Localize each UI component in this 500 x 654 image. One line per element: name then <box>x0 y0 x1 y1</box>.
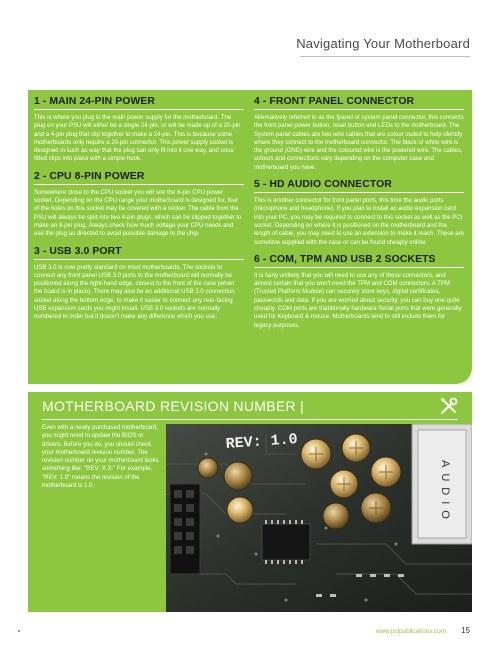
section-text: Alternatively referred to as the fpanel or system panel connector, this connects the front panel power button, reset button and LEDs to the motherboard. The System panel cables are two wire cables that are colour coded to help identify where they connect to the motherboard connector. The black or white wire is the ground (GND) wire and the coloured wire is the powered wire. The cables, colours and connections vary depending on the computer case and motherboard you have. <box>254 115 464 171</box>
photo-audio-label: AUDIO <box>439 460 451 525</box>
section-cpu-8-pin-power <box>34 171 244 239</box>
footer-marker <box>18 630 20 632</box>
footer-url[interactable]: www.pclpublications.com <box>376 628 446 635</box>
panel-title: MOTHERBOARD REVISION NUMBER | <box>42 398 305 414</box>
section-heading: 2 - CPU 8-PIN POWER <box>34 171 244 185</box>
section-text: Somewhere close to the CPU socket you will see the 8-pin CPU power socket. Depending on the CPU range your motherboard is designed for, four of the holes on this socket may be covered with a sticker. The cable from the PSU will always be split into two 4-pin plugs, which can be clipped together to make an 8-pin plug. Always check how much voltage your CPU needs and use the plug as directed to avoid possible damage to the chip. <box>34 189 242 238</box>
page-header-title: Navigating Your Motherboard <box>296 36 470 51</box>
section-heading: 1 - MAIN 24-PIN POWER <box>34 96 244 110</box>
panel-text: Even with a newly purchased motherboard, you might need to update the BIOS or drivers. Before you do, you should check your motherboard revision number. The revision number on your motherboard looks something like: "REV: X.X." For example, "REV: 1.0" means the revision of the motherboard is 1.0. <box>42 425 159 490</box>
page-number: 15 <box>461 626 470 635</box>
section-com-tpm-usb2 <box>254 254 464 330</box>
section-text: This is another connector for front panel ports, this time the audio ports (microphone and headphone). If you plan to install an audio expansion card into your PC, you may be required to connect to this socket as well as the PCI socket. Depending on where it is positioned on the motherboard and the length of cable, you may need to use an extension to make it reach. These are sometime supplied with the case or can be found cheaply online. <box>254 198 464 246</box>
header-divider <box>300 56 470 57</box>
section-hd-audio-connector <box>254 179 464 247</box>
tools-icon <box>438 395 460 417</box>
photo-rev-label: REV: 1.0 <box>225 431 299 453</box>
left-column <box>34 96 244 329</box>
section-text: It is fairly unlikely that you will need to use any of these connectors, and almost certain that you won't need the TPM and COM connectors. A TPM (Trusted Platform Module) can securely store keys, digital certificates, passwords and data. If you are worried about security, you can buy one quite cheaply. COM ports are traditionally hardware Serial ports that were generally used for Keyboard & mouse. Motherboards tend to still include them for legacy purposes. <box>254 272 462 329</box>
motherboard-photo <box>166 424 472 612</box>
section-text: This is where you plug in the main power supply for the motherboard. The plug on your PSU will either be a single 24-pin, or will be made up of a 20-pin and a 4-pin plug that clip together to make a 24-pin. This is because some motherboards only require a 20-pin connector. This power supply socket is designed in such as way that the plug can only fit into it one way, and once fitted clips into place with a simple hook. <box>34 115 241 163</box>
section-front-panel-connector <box>254 96 464 172</box>
section-main-24-pin-power <box>34 96 244 164</box>
section-text: USB 3.0 is now pretty standard on most motherboards. The sockets to connect any front panel USB 3.0 ports to the motherboard will normally be positioned along the right-hand edge, closest to the front of the case (when the board is in place). There may also be an additional USB 3.0 connection socket along the bottom edge, to make it easier to connect any rear-facing USB expansion cards you might install. USB 3.0 sockets are normally numbered in order but it doesn't make any difference which you use. <box>34 264 235 321</box>
connector-guide-box <box>28 90 472 384</box>
section-usb-3-port <box>34 246 244 322</box>
section-heading: 6 - COM, TPM AND USB 2 SOCKETS <box>254 254 464 268</box>
right-column <box>254 96 464 337</box>
revision-number-panel <box>28 392 472 612</box>
section-heading: 5 - HD AUDIO CONNECTOR <box>254 179 464 193</box>
panel-divider <box>42 419 458 420</box>
section-heading: 4 - FRONT PANEL CONNECTOR <box>254 96 464 110</box>
section-heading: 3 - USB 3.0 PORT <box>34 246 244 260</box>
